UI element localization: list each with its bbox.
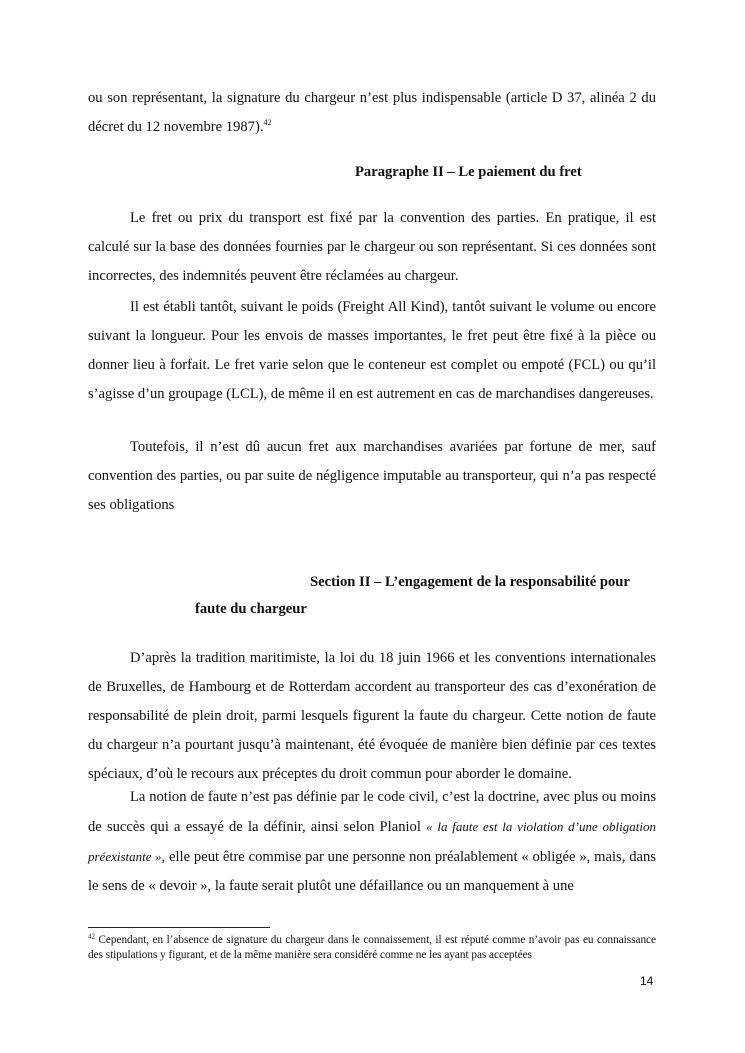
- footnote-reference[interactable]: 42: [263, 118, 272, 128]
- footnote-42: [88, 933, 656, 963]
- page-number: 14: [640, 974, 654, 988]
- paragraph-faute-definition: [88, 783, 656, 901]
- section-heading-line2: faute du chargeur: [195, 601, 307, 617]
- paragraph-fret-exception: Toutefois, il n’est dû aucun fret aux marchandises avariées par fortune de mer, sauf convention des parties, ou par suite de négligence imputable au transporteur, qui n’a pas respecté ses obligations: [88, 439, 656, 513]
- paragraph-faute-text-end: , elle peut être commise par une personne non préalablement « obligée », mais, dans le sens de « devoir », la faute serait plutôt une défaillance ou un manquement à une: [88, 849, 656, 894]
- intro-paragraph: [88, 84, 656, 142]
- paragraph-faute-text-start: La notion de faute n’est pas définie par le code civil, c’est la doctrine, avec plus ou moins de succès qui a essayé de la définir, ainsi selon Planiol: [88, 789, 656, 835]
- paragraph-heading: Paragraphe II – Le paiement du fret: [355, 164, 582, 180]
- paragraph-fret-convention: Le fret ou prix du transport est fixé par la convention des parties. En pratique, il est calculé sur la base des données fournies par le chargeur ou son représentant. Si ces données sont incorrectes, des indemnités peuvent être réclamées au chargeur.: [88, 210, 656, 284]
- paragraph-maritime-tradition: D’après la tradition maritimiste, la loi du 18 juin 1966 et les conventions internationales de Bruxelles, de Hambourg et de Rotterdam accordent au transporteur des cas d’exonération de responsabilité de plein droit, parmi lesquels figurent la faute du chargeur. Cette notion de faute du chargeur n’a pourtant jusqu’à maintenant, été évoquée de manière bien définie par ces textes spéciaux, d’où le recours aux préceptes du droit commun pour aborder le domaine.: [88, 650, 656, 782]
- intro-text: ou son représentant, la signature du chargeur n’est plus indispensable (article D 37, alinéa 2 du décret du 12 novembre 1987).: [88, 90, 656, 135]
- planiol-quote: « la faute est la violation d’une obligation préexistante »: [88, 819, 657, 864]
- section-heading-line1: Section II – L’engagement de la responsabilité pour: [310, 574, 630, 590]
- paragraph-fret-calculation: Il est établi tantôt, suivant le poids (Freight All Kind), tantôt suivant le volume ou encore suivant la longueur. Pour les envois de masses importantes, le fret peut être fixé à la pièce ou donner lieu à forfait. Le fret varie selon que le conteneur est complet ou empoté (FCL) ou qu’il s’agisse d’un groupage (LCL), de même il en est autrement en cas de marchandises dangereuses.: [88, 299, 656, 402]
- footnote-separator: [88, 927, 270, 928]
- footnote-text: Cependant, en l’absence de signature du chargeur dans le connaissement, il est réputé comme n’avoir pas eu connaissance des stipulations y figurant, et de la même manière sera considéré comme ne les ayant pas acceptées: [88, 934, 656, 961]
- footnote-number: 42: [88, 932, 95, 941]
